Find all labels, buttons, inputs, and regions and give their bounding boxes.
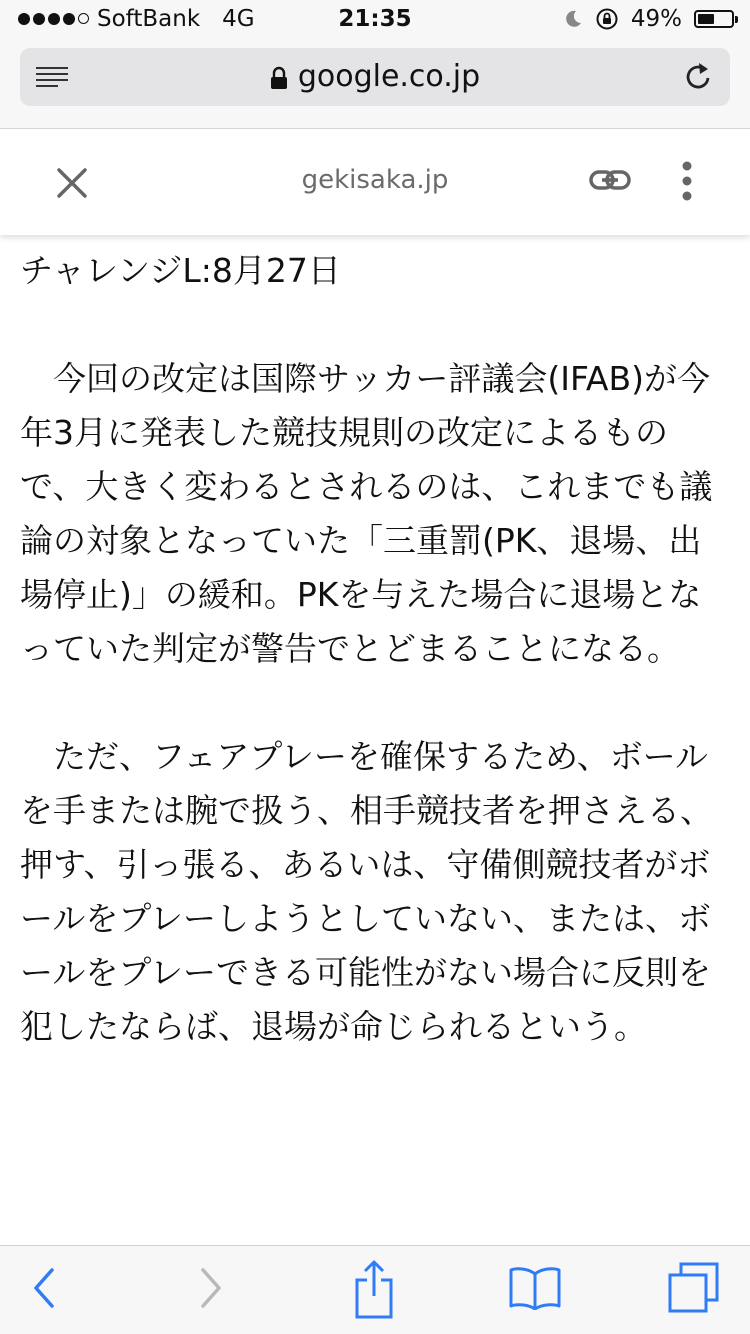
browser-toolbar xyxy=(0,40,750,129)
address-bar[interactable] xyxy=(20,48,730,106)
battery-level xyxy=(698,14,714,24)
chevron-left-icon[interactable] xyxy=(30,1264,58,1312)
article-paragraph: ただ、フェアプレーを確保するため、ボールを手または腕で扱う、相手競技者を押さえる、押す、引っ張る、あるいは、守備側競技者がボールをプレーしようとしていない、または、ボールをプレーできる可能性がない場合に反則を犯したならば、退場が命じられるという。 xyxy=(20,737,713,1046)
source-domain: gekisaka.jp xyxy=(301,165,449,195)
amp-viewer-header xyxy=(0,129,750,235)
reload-icon[interactable] xyxy=(684,60,714,92)
battery-percent: 49% xyxy=(630,6,682,32)
share-icon[interactable] xyxy=(354,1258,394,1320)
url-display[interactable] xyxy=(20,59,730,94)
link-icon[interactable] xyxy=(588,165,632,195)
bottom-toolbar xyxy=(0,1245,750,1334)
status-time: 21:35 xyxy=(338,6,412,32)
orientation-lock-icon xyxy=(595,7,619,31)
more-options-icon[interactable] xyxy=(676,159,698,203)
lock-icon xyxy=(270,66,288,90)
status-bar xyxy=(0,0,750,40)
article-line-challenge: チャレンジL:8月27日 xyxy=(20,251,341,290)
network-type: 4G xyxy=(222,6,255,32)
url-text: google.co.jp xyxy=(297,59,481,94)
moon-icon xyxy=(563,9,583,29)
book-icon[interactable] xyxy=(508,1266,562,1310)
battery-icon xyxy=(694,10,734,28)
carrier-name: SoftBank xyxy=(97,6,201,32)
article-body xyxy=(20,190,732,1054)
status-right xyxy=(563,6,734,32)
paragraph-spacer xyxy=(20,676,732,730)
chevron-right-icon[interactable] xyxy=(197,1264,225,1312)
tabs-icon[interactable] xyxy=(668,1262,720,1314)
article-paragraph: 今回の改定は国際サッカー評議会(IFAB)が今年3月に発表した競技規則の改定によるもので、大きく変わるとされるのは、これまでも議論の対象となっていた「三重罰(PK、退場、出場停止)」の緩和。PKを与えた場合に退場となっていた判定が警告でとどまることになる。 xyxy=(20,359,713,668)
paragraph-spacer xyxy=(20,298,732,352)
